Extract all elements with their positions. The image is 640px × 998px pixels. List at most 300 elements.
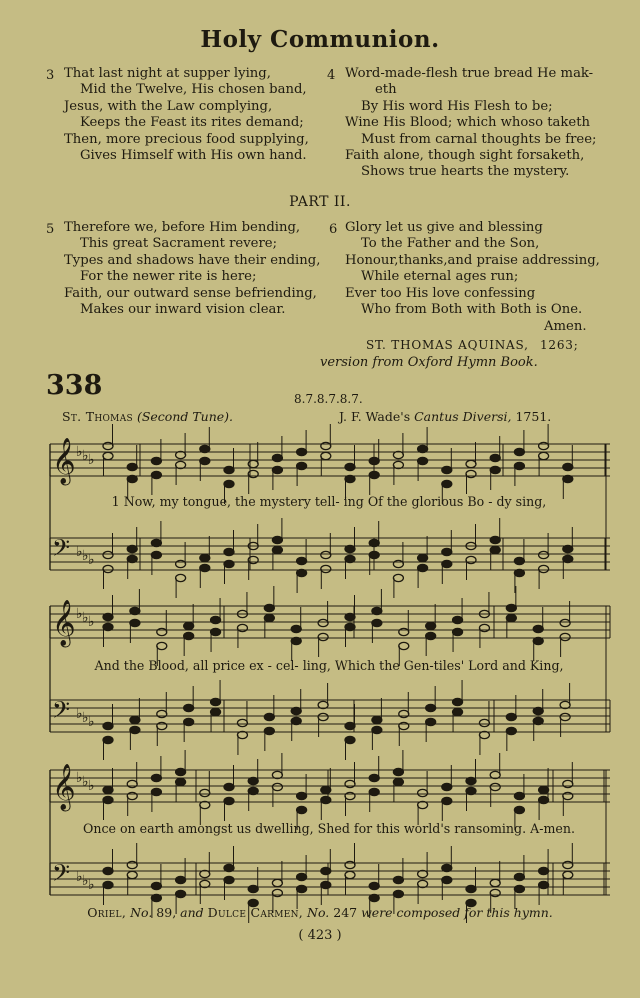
note-head xyxy=(479,719,489,726)
note-head xyxy=(533,707,543,714)
flat-sign: ♭ xyxy=(88,778,95,794)
note-head xyxy=(184,632,194,639)
note-head xyxy=(490,771,500,778)
stanza-number: 5 xyxy=(46,222,55,237)
note-head xyxy=(442,466,452,473)
note-head xyxy=(393,778,403,785)
note-head xyxy=(533,637,543,644)
note-head xyxy=(563,545,573,552)
page-number: ( 423 ) xyxy=(298,928,342,943)
note-head xyxy=(506,727,516,734)
note-head xyxy=(345,623,355,630)
note-head xyxy=(560,633,570,640)
note-head xyxy=(506,713,516,720)
stanza-line: By His word His Flesh to be; xyxy=(361,98,553,114)
note-head xyxy=(248,777,258,784)
note-head xyxy=(151,788,161,795)
note-head xyxy=(103,442,113,449)
note-head xyxy=(272,771,282,778)
note-head xyxy=(200,457,210,464)
note-head xyxy=(321,452,331,459)
note-head xyxy=(490,546,500,553)
note-head xyxy=(291,637,301,644)
note-head xyxy=(514,448,524,455)
note-head xyxy=(539,786,549,793)
note-head xyxy=(539,867,549,874)
note-head xyxy=(539,881,549,888)
note-head xyxy=(200,445,210,452)
meter: 8.7.8.7.8.7. xyxy=(294,392,363,406)
note-head xyxy=(442,783,452,790)
note-head xyxy=(399,628,409,635)
note-head xyxy=(127,861,137,868)
note-head xyxy=(272,879,282,886)
note-head xyxy=(345,871,355,878)
note-head xyxy=(563,555,573,562)
note-head xyxy=(127,555,137,562)
note-head xyxy=(127,463,137,470)
note-head xyxy=(272,889,282,896)
note-head xyxy=(103,736,113,743)
flat-sign: ♭ xyxy=(88,614,95,630)
stanza-line: Must from carnal thoughts be free; xyxy=(361,131,597,147)
flat-sign: ♭ xyxy=(88,877,95,893)
note-head xyxy=(563,780,573,787)
note-head xyxy=(321,796,331,803)
part-heading: PART II. xyxy=(289,194,351,210)
lyric-line-3: Once on earth amongst us dwelling, Shed for this world's ransoming. A-men. xyxy=(83,821,575,836)
note-head xyxy=(224,876,234,883)
note-head xyxy=(264,727,274,734)
note-head xyxy=(393,574,403,581)
note-head xyxy=(539,442,549,449)
note-head xyxy=(466,460,476,467)
note-head xyxy=(345,613,355,620)
note-head xyxy=(345,722,355,729)
note-head xyxy=(200,564,210,571)
note-head xyxy=(369,471,379,478)
note-head xyxy=(321,442,331,449)
note-head xyxy=(264,604,274,611)
flat-sign: ♭ xyxy=(76,444,83,460)
stanza-number: 3 xyxy=(46,68,55,83)
note-head xyxy=(184,704,194,711)
note-head xyxy=(514,873,524,880)
note-head xyxy=(157,628,167,635)
note-head xyxy=(442,876,452,883)
note-head xyxy=(453,698,463,705)
note-head xyxy=(151,894,161,901)
note-head xyxy=(539,796,549,803)
note-head xyxy=(442,864,452,871)
flat-sign: ♭ xyxy=(76,544,83,560)
footer-num-1: 89, xyxy=(156,905,177,920)
note-head xyxy=(490,889,500,896)
stanza-line: To the Father and the Son, xyxy=(361,236,540,252)
note-head xyxy=(506,604,516,611)
stanza-line: Who from Both with Both is One. xyxy=(361,302,583,318)
note-head xyxy=(200,870,210,877)
note-head xyxy=(426,622,436,629)
stanza-line: Shows true hearts the mystery. xyxy=(361,164,570,180)
note-head xyxy=(426,718,436,725)
note-head xyxy=(453,708,463,715)
bass-clef: 𝄢 xyxy=(52,534,71,567)
note-head xyxy=(321,565,331,572)
note-head xyxy=(418,564,428,571)
note-head xyxy=(318,633,328,640)
note-head xyxy=(345,545,355,552)
note-head xyxy=(224,466,234,473)
flat-sign: ♭ xyxy=(88,552,95,568)
note-head xyxy=(490,466,500,473)
hymn-number: 338 xyxy=(46,370,103,401)
note-head xyxy=(272,546,282,553)
author-year: 1263; xyxy=(540,338,579,352)
note-head xyxy=(369,457,379,464)
note-head xyxy=(176,560,186,567)
author-name: ST. THOMAS AQUINAS, xyxy=(366,338,529,352)
flat-sign: ♭ xyxy=(82,774,89,790)
note-head xyxy=(103,551,113,558)
lyric-line-1: 1 Now, my tongue, the mystery tell- ing Of the glorious Bo - dy sing, xyxy=(111,494,547,509)
note-head xyxy=(539,551,549,558)
note-head xyxy=(176,461,186,468)
note-head xyxy=(297,569,307,576)
note-head xyxy=(442,797,452,804)
note-head xyxy=(103,786,113,793)
note-head xyxy=(506,614,516,621)
note-head xyxy=(224,480,234,487)
note-head xyxy=(103,452,113,459)
note-head xyxy=(533,625,543,632)
note-head xyxy=(184,718,194,725)
note-head xyxy=(418,789,428,796)
stanza-line: Glory let us give and blessing xyxy=(345,220,543,235)
note-head xyxy=(272,466,282,473)
note-head xyxy=(345,475,355,482)
note-head xyxy=(393,451,403,458)
stanza-number: 6 xyxy=(329,222,338,237)
note-head xyxy=(418,870,428,877)
flat-sign: ♭ xyxy=(76,869,83,885)
note-head xyxy=(418,801,428,808)
stanza-number: 4 xyxy=(327,68,336,83)
flat-sign: ♭ xyxy=(82,548,89,564)
note-head xyxy=(130,716,140,723)
note-head xyxy=(176,574,186,581)
note-head xyxy=(103,881,113,888)
note-head xyxy=(176,890,186,897)
note-head xyxy=(372,607,382,614)
composer-name: J. F. Wade's xyxy=(339,409,411,424)
flat-sign: ♭ xyxy=(88,452,95,468)
note-head xyxy=(157,710,167,717)
footer-rest: were composed for this hymn. xyxy=(361,905,553,920)
note-head xyxy=(264,614,274,621)
note-head xyxy=(127,545,137,552)
note-head xyxy=(399,642,409,649)
note-head xyxy=(297,806,307,813)
note-head xyxy=(151,882,161,889)
note-head xyxy=(514,569,524,576)
note-head xyxy=(176,778,186,785)
stanza-line: For the newer rite is here; xyxy=(80,269,257,285)
page-title: Holy Communion. xyxy=(200,26,440,53)
footer-no-1: No. xyxy=(130,905,153,920)
note-head xyxy=(151,539,161,546)
stanza-line: eth xyxy=(375,82,397,98)
flat-sign: ♭ xyxy=(82,710,89,726)
footer-note xyxy=(0,905,640,920)
note-head xyxy=(393,560,403,567)
note-head xyxy=(248,885,258,892)
note-head xyxy=(224,548,234,555)
note-head xyxy=(369,539,379,546)
note-head xyxy=(369,774,379,781)
footer-no-2: No. xyxy=(307,905,330,920)
note-head xyxy=(393,890,403,897)
note-head xyxy=(151,457,161,464)
note-head xyxy=(369,882,379,889)
note-head xyxy=(211,708,221,715)
note-head xyxy=(490,454,500,461)
lyric-line-2: And the Blood, all price ex - cel- ling, Which the Gen-tiles' Lord and King, xyxy=(94,658,564,673)
note-head xyxy=(211,616,221,623)
note-head xyxy=(200,554,210,561)
note-head xyxy=(418,880,428,887)
note-head xyxy=(157,722,167,729)
amen-text: Amen. xyxy=(544,319,587,334)
flat-sign: ♭ xyxy=(82,873,89,889)
note-head xyxy=(490,879,500,886)
note-head xyxy=(297,873,307,880)
note-head xyxy=(127,792,137,799)
note-head xyxy=(453,616,463,623)
note-head xyxy=(345,555,355,562)
note-head xyxy=(321,881,331,888)
stanza-line: Faith, our outward sense befriending, xyxy=(64,285,317,301)
note-head xyxy=(297,462,307,469)
note-head xyxy=(563,475,573,482)
note-head xyxy=(466,470,476,477)
note-head xyxy=(127,871,137,878)
note-head xyxy=(127,475,137,482)
note-head xyxy=(318,713,328,720)
note-head xyxy=(237,719,247,726)
note-head xyxy=(345,463,355,470)
note-head xyxy=(563,792,573,799)
note-head xyxy=(297,885,307,892)
note-head xyxy=(453,628,463,635)
note-head xyxy=(393,876,403,883)
flat-sign: ♭ xyxy=(76,606,83,622)
stanza-line: Types and shadows have their ending, xyxy=(64,252,321,268)
note-head xyxy=(418,457,428,464)
note-head xyxy=(291,717,301,724)
note-head xyxy=(151,471,161,478)
note-head xyxy=(514,462,524,469)
note-head xyxy=(224,560,234,567)
note-head xyxy=(318,701,328,708)
note-head xyxy=(103,867,113,874)
note-head xyxy=(345,736,355,743)
stanza-line: Gives Himself with His own hand. xyxy=(80,148,307,164)
note-head xyxy=(127,780,137,787)
stanza-line: Ever too His love confessing xyxy=(345,285,536,301)
stanza-line: Keeps the Feast its rites demand; xyxy=(80,115,304,131)
note-head xyxy=(103,565,113,572)
note-head xyxy=(200,789,210,796)
stanza-line: That last night at supper lying, xyxy=(64,66,271,81)
note-head xyxy=(466,556,476,563)
stanza-line: Honour,thanks,and praise addressing, xyxy=(345,252,600,268)
note-head xyxy=(237,624,247,631)
stanza-line: Jesus, with the Law complying, xyxy=(64,98,273,114)
note-head xyxy=(539,565,549,572)
note-head xyxy=(151,774,161,781)
stanza-line: Then, more precious food supplying, xyxy=(64,131,309,147)
note-head xyxy=(297,792,307,799)
note-head xyxy=(321,786,331,793)
note-head xyxy=(466,885,476,892)
note-head xyxy=(345,861,355,868)
note-head xyxy=(103,613,113,620)
note-head xyxy=(393,768,403,775)
note-head xyxy=(224,797,234,804)
stanza-line: Makes our inward vision clear. xyxy=(80,302,286,318)
note-head xyxy=(514,557,524,564)
note-head xyxy=(103,722,113,729)
note-head xyxy=(297,448,307,455)
tune-title: St. Thomas xyxy=(62,409,133,424)
note-head xyxy=(321,551,331,558)
tune-note: (Second Tune). xyxy=(136,409,234,424)
note-head xyxy=(369,894,379,901)
note-head xyxy=(418,445,428,452)
treble-clef: 𝄞 xyxy=(52,438,76,484)
note-head xyxy=(211,698,221,705)
stanza-line: Therefore we, before Him bending, xyxy=(64,220,301,235)
note-head xyxy=(479,624,489,631)
note-head xyxy=(291,707,301,714)
note-head xyxy=(466,777,476,784)
note-head xyxy=(291,625,301,632)
treble-clef: 𝄞 xyxy=(52,600,76,646)
note-head xyxy=(426,704,436,711)
note-head xyxy=(345,792,355,799)
flat-sign: ♭ xyxy=(82,610,89,626)
note-head xyxy=(184,622,194,629)
note-head xyxy=(514,806,524,813)
note-head xyxy=(490,536,500,543)
note-head xyxy=(539,452,549,459)
stanza-line: Wine His Blood; which whoso taketh xyxy=(345,115,591,131)
note-head xyxy=(176,451,186,458)
stanza-line: Faith alone, though sight forsaketh, xyxy=(345,148,585,164)
flat-sign: ♭ xyxy=(76,770,83,786)
note-head xyxy=(560,619,570,626)
stanza-line: Word-made-flesh true bread He mak- xyxy=(345,66,594,81)
stanza-line: This great Sacrament revere; xyxy=(80,236,278,252)
note-head xyxy=(442,480,452,487)
footer-num-2: 247 xyxy=(333,905,358,920)
note-head xyxy=(563,861,573,868)
version-source: version from Oxford Hymn Book. xyxy=(320,355,538,370)
footer-tune-2: Dulce Carmen, xyxy=(207,905,304,920)
note-head xyxy=(130,619,140,626)
note-head xyxy=(200,801,210,808)
note-head xyxy=(466,787,476,794)
note-head xyxy=(560,713,570,720)
note-head xyxy=(272,454,282,461)
note-head xyxy=(418,554,428,561)
stanza-line: While eternal ages run; xyxy=(361,269,519,285)
composer-work: Cantus Diversi, xyxy=(414,409,512,424)
flat-sign: ♭ xyxy=(76,706,83,722)
note-head xyxy=(151,551,161,558)
note-head xyxy=(211,628,221,635)
note-head xyxy=(272,536,282,543)
note-head xyxy=(176,876,186,883)
note-head xyxy=(369,788,379,795)
treble-clef: 𝄞 xyxy=(52,764,76,810)
bass-clef: 𝄢 xyxy=(52,859,71,892)
note-head xyxy=(563,871,573,878)
bass-clef: 𝄢 xyxy=(52,696,71,729)
note-head xyxy=(318,619,328,626)
note-head xyxy=(224,864,234,871)
note-head xyxy=(272,783,282,790)
note-head xyxy=(224,783,234,790)
flat-sign: ♭ xyxy=(82,448,89,464)
note-head xyxy=(560,701,570,708)
note-head xyxy=(399,722,409,729)
note-head xyxy=(248,787,258,794)
note-head xyxy=(514,885,524,892)
composer-year: 1751. xyxy=(515,409,552,424)
note-head xyxy=(130,726,140,733)
note-head xyxy=(103,623,113,630)
note-head xyxy=(533,717,543,724)
note-head xyxy=(321,867,331,874)
note-head xyxy=(426,632,436,639)
note-head xyxy=(442,560,452,567)
note-head xyxy=(393,461,403,468)
stanza-line: Mid the Twelve, His chosen band, xyxy=(80,82,307,98)
footer-tune-1: Oriel, xyxy=(87,905,127,920)
note-head xyxy=(200,880,210,887)
note-head xyxy=(237,731,247,738)
note-head xyxy=(369,551,379,558)
note-head xyxy=(297,557,307,564)
note-head xyxy=(264,713,274,720)
note-head xyxy=(479,731,489,738)
note-head xyxy=(399,710,409,717)
flat-sign: ♭ xyxy=(88,714,95,730)
note-head xyxy=(157,642,167,649)
note-head xyxy=(103,796,113,803)
note-head xyxy=(372,716,382,723)
note-head xyxy=(345,780,355,787)
note-head xyxy=(130,607,140,614)
note-head xyxy=(176,768,186,775)
note-head xyxy=(442,548,452,555)
note-head xyxy=(563,463,573,470)
note-head xyxy=(490,783,500,790)
note-head xyxy=(372,619,382,626)
footer-and: and xyxy=(180,905,204,920)
